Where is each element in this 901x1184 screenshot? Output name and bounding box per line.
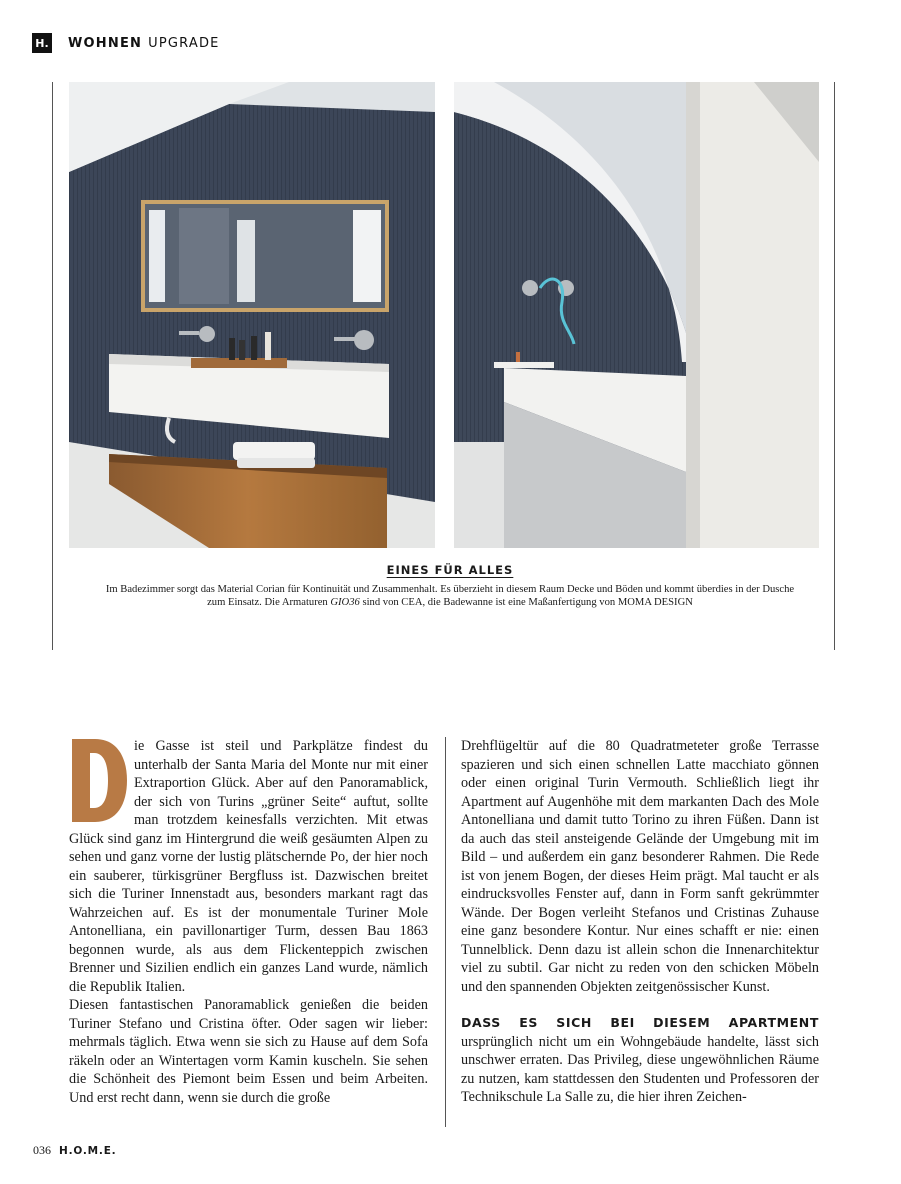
frame-line-right	[834, 82, 835, 650]
magazine-logo: H.	[32, 33, 52, 53]
caption-text-part2: sind von CEA, die Badewanne ist eine Maßanfertigung von MOMA DESIGN	[359, 597, 693, 608]
caption-title: EINES FÜR ALLES	[386, 563, 514, 577]
right-paragraph-2	[461, 1014, 819, 1107]
bathroom-vanity-photo	[69, 82, 435, 548]
left-paragraph-1: ie Gasse ist steil und Parkplätze findest du unterhalb der Santa Maria del Monte nur mit einer Extraportion Glück. Aber auf den Panoramablick, der sich von Turins „grüner Seite“ auftut, sollte man trotzdem keinesfalls verzichten. Mit etwas Glück sind ganz im Hintergrund die weiß gesäumten Alpen zu sehen und ganz vorne der lustig plätschernde Po, der hier noch ein sauberer, türkisgrüner Bergfluss ist. Dazwischen breitet sich die Turiner Innenstadt aus, besonders markant ragt das Wahrzeichen auf. Es ist der monumentale Turiner Mole Antonelliana, ein pavillonartiger Turm, dessen Bau 1863 begonnen wurde, als aus dem Flickenteppich zwischen Brenner und Sizilien endlich ein ganzes Land wurde, nämlich die Republik Italien.	[69, 738, 428, 995]
caption-text-part1: Im Badezimmer sorgt das Material Corian für Kontinuität und Zusammenhalt. Es überzieht in diesem Raum Decke und Böden und kommt überdies in der Dusche zum Einsatz. Die Armaturen	[105, 584, 795, 608]
section-title-light: UPGRADE	[148, 35, 220, 51]
dropcap-d-icon	[69, 737, 129, 824]
page-header	[32, 33, 220, 53]
magazine-brand: H.O.M.E.	[59, 1144, 117, 1157]
article-paragraph	[69, 737, 428, 996]
bathroom-vanity-illustration	[69, 82, 435, 548]
dropcap-letter	[69, 737, 129, 824]
caption-text	[100, 583, 800, 609]
bathtub-arch-photo	[454, 82, 819, 548]
section-title-bold: WOHNEN	[68, 35, 143, 51]
lead-in-text: DASS ES SICH BEI DIESEM APARTMENT	[461, 1015, 819, 1030]
left-paragraph-2: Diesen fantastischen Panoramablick genießen die beiden Turiner Stefano und Cristina öfter. Oder sagen wir lieber: mehrmals täglich. Etwa wenn sie sich zu Hause auf dem Sofa räkeln oder an Wintertagen vorm Kamin kuscheln. Sie sehen die Schönheit des Piemont beim Essen und beim Arbeiten. Und erst recht dann, wenn sie durch die große	[69, 997, 428, 1106]
right-paragraph-2-text: ursprünglich nicht um ein Wohngebäude handelte, lässt sich unschwer erraten. Das Privileg, diese ungewöhnlichen Räume zu nutzen, kam stattdessen den Studenten und Professoren der Technikschule La Salle zu, die hier ihren Zeichen-	[461, 1033, 819, 1105]
page-footer	[33, 1143, 116, 1158]
frame-line-left	[52, 82, 53, 650]
right-paragraph-1: Drehflügeltür auf die 80 Quadratmeteter große Terrasse spazieren und sich einen schnellen Latte macchiato gönnen oder einen original Turin Vermouth. Schließlich liegt ihr Apartment auf Augenhöhe mit dem markanten Dach des Mole Antonelliana und damit tutto Torino zu ihren Füßen. Dann ist da auch das steil ansteigende Gelände der Umgebung mit im Bild – und außerdem ein ganz besonderer Rahmen. Die Rede ist von jenem Bogen, der dieses Heim prägt. Mal taucht er als eindrucksvolles Fenster auf, dann in Form sanft gekrümmter Wände. Der Bogen verleiht Stefanos und Cristinas Zuhause eine ganz besondere Kontur. Nur eines schafft er nie: einen Tunnelblick. Denn dazu ist allein schon die Innenarchitektur viel zu subtil. Gar nicht zu reden von den schicken Möbeln und den spannenden Objekten zeitgenössischer Kunst.	[461, 738, 819, 995]
paragraph-gap	[461, 996, 819, 1014]
bathtub-arch-illustration	[454, 82, 819, 548]
photo-caption	[100, 563, 800, 609]
caption-product-name: GIO36	[330, 597, 360, 608]
article-column-right	[461, 737, 819, 1107]
page-number: 036	[33, 1143, 51, 1157]
article-column-left	[69, 737, 428, 1107]
column-divider	[445, 737, 446, 1127]
section-title	[68, 36, 220, 51]
